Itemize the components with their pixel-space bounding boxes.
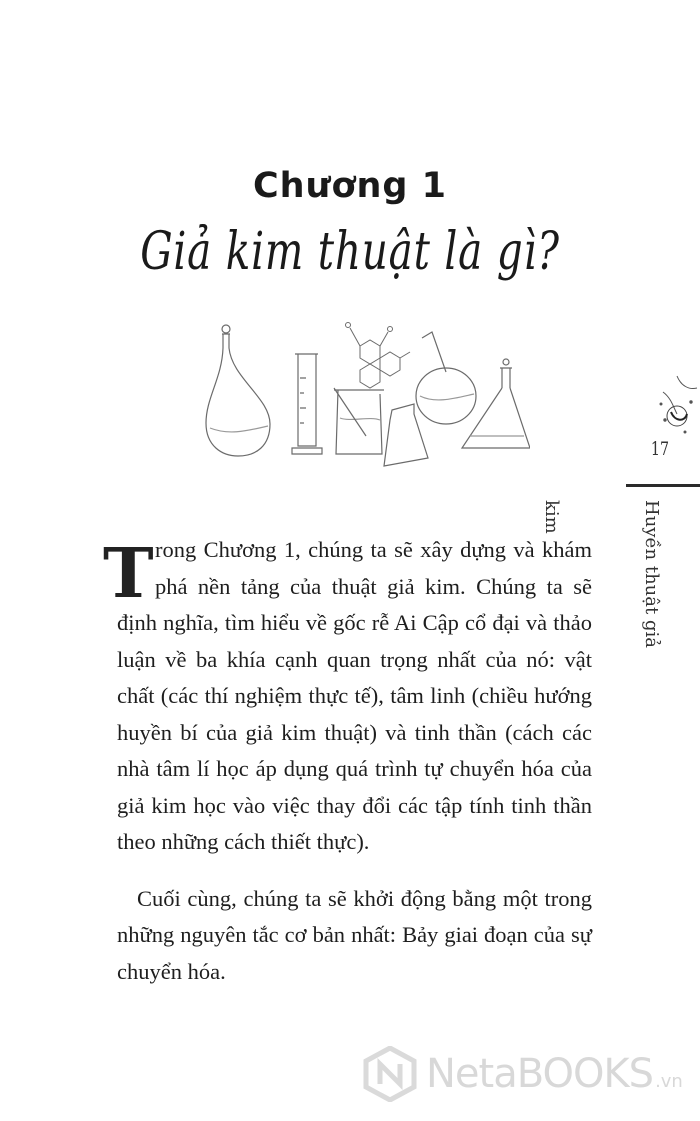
round-flask-right-icon xyxy=(416,332,476,424)
molecule-icon xyxy=(346,323,411,389)
chapter-title: Giả kim thuật là gì? xyxy=(140,222,560,282)
paragraph-1 xyxy=(117,532,592,861)
watermark xyxy=(362,1046,683,1102)
running-title: Huyền thuật giả kim xyxy=(541,500,662,648)
round-flask-icon xyxy=(206,325,270,456)
paragraph-2: Cuối cùng, chúng ta sẽ khởi động bằng một trong những nguyên tắc cơ bản nhất: Bảy giai đoạn của sự chuyển hóa. xyxy=(117,885,592,984)
paragraph-1-text: rong Chương 1, chúng ta sẽ xây dựng và khám phá nền tảng của thuật giả kim. Chúng ta sẽ định nghĩa, tìm hiểu về gốc rễ Ai Cập cổ đại và thảo luận về ba khía cạnh quan trọng nhất của nó: vật chất (các thí nghiệm thực tế), tâm linh (chiều hướng huyền bí của giả kim thuật) và tinh thần (cách các nhà tâm lí học áp dụng quá trình tự chuyển hóa của giả kim học vào việc thay đổi các tập tính tinh thần theo những cách thiết thực). xyxy=(117,537,592,854)
watermark-suffix: .vn xyxy=(655,1070,683,1092)
lab-glassware-illustration xyxy=(200,318,530,468)
side-rule xyxy=(626,484,700,487)
erlenmeyer-small-icon xyxy=(384,404,428,466)
body-text xyxy=(117,532,592,990)
dropcap-spacer xyxy=(117,532,155,596)
erlenmeyer-large-icon xyxy=(462,359,530,448)
page-number: 17 xyxy=(650,438,670,460)
moon-ornament-icon xyxy=(655,372,700,442)
dropcap-letter: T xyxy=(103,534,154,614)
chapter-number: Chương 1 xyxy=(252,166,448,206)
watermark-brand: NetaBOOKS xyxy=(426,1051,654,1097)
netabooks-logo-icon xyxy=(362,1046,418,1102)
graduated-cylinder-icon xyxy=(292,354,322,454)
beaker-icon xyxy=(334,388,384,454)
